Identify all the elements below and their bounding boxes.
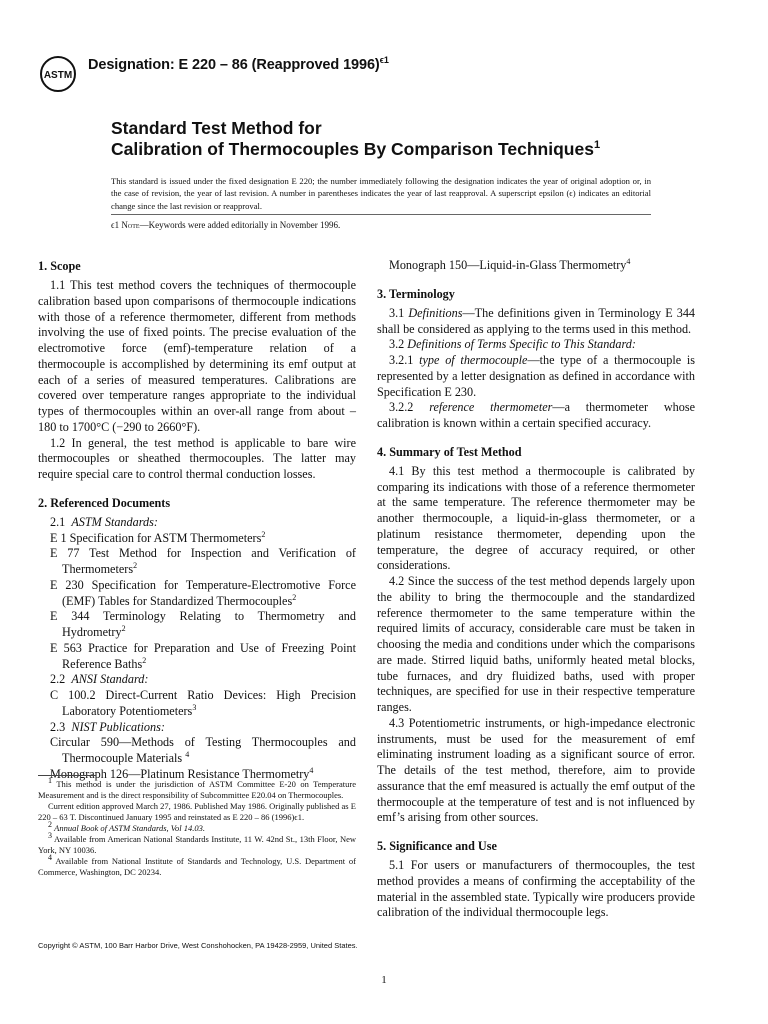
reference-item: E 344 Terminology Relating to Thermometry and Hydrometry$^2$ [50, 609, 356, 639]
subsection-2-1: 2.1 ASTM Standards: [50, 514, 158, 529]
paragraph-1-2: 1.2 In general, the test method is applicable to bare wire thermocouples or sheathed thermocouples. The latter may require special care to control thermal conduction losses. [38, 435, 356, 481]
section-heading-summary: 4. Summary of Test Method [377, 444, 522, 459]
document-title: Standard Test Method for Calibration of Thermocouples By Comparison Techniques$^1$ [111, 118, 601, 159]
paragraph-4-1: 4.1 By this test method a thermocouple is calibrated by comparing its indications with those of a reference thermometer at the same temperature. The reference thermometer may be another thermocouple, a liquid-in-glass thermometer, or a platinum resistance thermometer, depending upon the temperature, the degree of accuracy required, or other considerations. [377, 463, 695, 573]
footnote-1: $^1$ This method is under the jurisdiction of ASTM Committee E-20 on Temperature Measurement and is the direct responsibility of Subcommittee E20.04 on Thermocouples. [38, 776, 356, 800]
section-heading-referenced: 2. Referenced Documents [38, 495, 171, 510]
reference-item: E 563 Practice for Preparation and Use of Freezing Point Reference Baths$^2$ [50, 640, 356, 671]
section-heading-significance: 5. Significance and Use [377, 839, 497, 853]
editorial-note: ϵ1 Note—Keywords were added editorially in November 1996. [111, 220, 341, 230]
reference-item: Monograph 126—Platinum Resistance Thermometry$^4$ [50, 765, 314, 781]
reference-item: E 77 Test Method for Inspection and Verification of Thermometers$^2$ [50, 546, 356, 576]
section-heading-scope: 1. Scope [38, 259, 81, 273]
reference-item: E 1 Specification for ASTM Thermometers$^2$ [50, 529, 266, 545]
logo-text: ASTM [43, 70, 73, 81]
reference-item: Monograph 150—Liquid-in-Glass Thermometry$^4$ [389, 256, 631, 272]
astm-logo-icon [38, 54, 78, 94]
paragraph-4-3: 4.3 Potentiometric instruments, or high-impedance electronic instruments, must be used for the measurement of emf eliminating instrument loading as a significant source of error. The details of the test method, therefore, aim to provide assurance that the emf measured is actually the emf output of the thermocouple at the temperature of test and is not influenced by emf’s arising from other sources. [377, 715, 695, 825]
footnote-1b: Current edition approved March 27, 1986. Published May 1986. Originally published as E 220 – 63 T. Discontinued January 1995 and reinstated as E 220 – 86 (1996)ϵ1. [38, 801, 356, 822]
subsection-2-2: 2.2 ANSI Standard: [50, 672, 149, 687]
reference-item: C 100.2 Direct-Current Ratio Devices: High Precision Laboratory Potentiometers$^3$ [50, 688, 356, 718]
page-number: 1 [381, 974, 387, 986]
paragraph-3-2: 3.2 Definitions of Terms Specific to This Standard: [389, 337, 636, 352]
right-column [377, 258, 695, 921]
paragraph-4-2: 4.2 Since the success of the test method depends largely upon the ability to bring the thermocouple and the standardized reference thermometer to the same temperature within the required limits of accuracy, considerable care must be taken in choosing the media and conditions under which the comparisons are made. Stirred liquid baths, uniformly heated metal blocks, tube furnaces, and dry fluidized baths, used with proper techniques, are specified for use in their respective temperature ranges. [377, 574, 695, 714]
footnote-divider [38, 775, 96, 776]
paragraph-3-2-2: 3.2.2 reference thermometer—a thermometer whose calibration is known within a certain specified accuracy. [377, 400, 696, 430]
footnotes [38, 776, 357, 878]
designation: Designation: E 220 – 86 (Reapproved 1996)$^{\epsilon 1}$ [88, 55, 389, 73]
footnote-3: $^3$ Available from American National Standards Institute, 11 W. 42nd St., 13th Floor, New York, NY 10036. [38, 831, 356, 855]
astm-references [38, 531, 356, 673]
reference-item: Circular 590—Methods of Testing Thermocouples and Thermocouple Materials $^4$ [50, 735, 356, 765]
reference-item: E 230 Specification for Temperature-Electromotive Force (EMF) Tables for Standardized Thermocouples$^2$ [50, 577, 356, 608]
left-column [38, 258, 356, 783]
paragraph-3-2-1: 3.2.1 type of thermocouple—the type of a thermocouple is represented by a letter designation as defined in accordance with Specification E 230. [377, 353, 695, 399]
subsection-2-3: 2.3 NIST Publications: [50, 719, 165, 734]
footnote-4: $^4$ Available from National Institute of Standards and Technology, U.S. Department of Commerce, Washington, DC 20234. [38, 853, 357, 877]
paragraph-3-1: 3.1 Definitions—The definitions given in Terminology E 344 shall be considered as applying to the terms used in this method. [377, 305, 696, 336]
section-heading-terminology: 3. Terminology [377, 286, 455, 301]
abstract: This standard is issued under the fixed designation E 220; the number immediately following the designation indicates the year of original adoption or, in the case of revision, the year of last revision. A number in parentheses indicates the year of last reapproval. A superscript epsilon (ϵ) indicates an editorial change since the last revision or reapproval. [111, 176, 651, 211]
footnote-2: $^2$ Annual Book of ASTM Standards, Vol 14.03. [48, 820, 205, 833]
copyright-notice: Copyright © ASTM, 100 Barr Harbor Drive, West Conshohocken, PA 19428-2959, United States. [38, 941, 358, 950]
paragraph-5-1: 5.1 For users or manufacturers of thermocouples, the test method provides a means of confirming the acceptability of the material in the assembled state. Typically wire producers provide calibration of the individual thermocouple legs. [377, 858, 695, 920]
paragraph-1-1: 1.1 This test method covers the techniques of thermocouple calibration based upon comparisons of thermocouple indications with those of a reference thermometer, different from methods involving the use of fixed points. The precise evaluation of the electromotive force (emf)-temperature relation of a thermocouple is accomplished by determining its emf output at each of a series of measured temperatures. Calibrations are covered over temperature ranges appropriate to the individual types of thermocouples within an over-all range from about – 180 to 1700°C (−290 to 2660°F). [38, 278, 356, 434]
divider [111, 214, 651, 215]
